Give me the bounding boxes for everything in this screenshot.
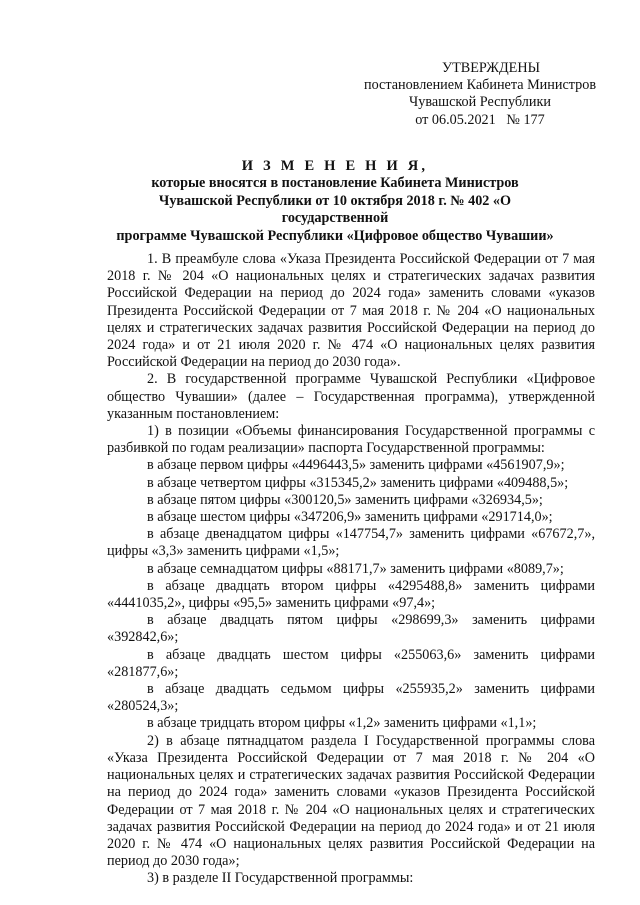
document-subtitle-line-2: Чувашской Республики от 10 октября 2018 г. № 402 «О государственной — [158, 192, 512, 227]
paragraph-7: в абзаце шестом цифры «347206,9» заменить цифрами «291714,0»; — [147, 509, 553, 526]
paragraph-14: в абзаце тридцать втором цифры «1,2» заменить цифрами «1,1»; — [147, 715, 537, 732]
paragraph-10: в абзаце двадцать втором цифры «4295488,8» заменить цифрами «4441035,2», цифры «95,5» заменить цифрами «97,4»; — [107, 577, 595, 612]
paragraph-4: в абзаце первом цифры «4496443,5» заменить цифрами «4561907,9»; — [147, 457, 565, 474]
paragraph-2: 2. В государственной программе Чувашской Республики «Цифровое общество Чувашии» (далее – Государственная программа), утвержденной указанным постановлением: — [107, 371, 595, 422]
paragraph-15: 2) в абзаце пятнадцатом раздела I Государственной программы слова «Указа Президента Российской Федерации от 7 мая 2018 г. № 204 «О национальных целях и стратегических задачах развития Российской Федерации на период до 2024 года» заменить словами «указов Президента Российской Федерации от 7 мая 2018 г. № 204 «О национальных целях и стратегических задачах развития Российской Федерации на период до 2024 года» и от 21 июля 2020 г. № 474 «О национальных целях развития Российской Федерации на период до 2030 года»; — [107, 732, 595, 870]
paragraph-9: в абзаце семнадцатом цифры «88171,7» заменить цифрами «8089,7»; — [147, 560, 564, 577]
approval-date-number: от 06.05.2021 № 177 — [415, 111, 545, 128]
paragraph-6: в абзаце пятом цифры «300120,5» заменить цифрами «326934,5»; — [147, 491, 543, 508]
paragraph-11: в абзаце двадцать пятом цифры «298699,3» заменить цифрами «392842,6»; — [107, 612, 595, 646]
paragraph-16: 3) в разделе II Государственной программы: — [147, 870, 414, 887]
paragraph-5: в абзаце четвертом цифры «315345,2» заменить цифрами «409488,5»; — [147, 474, 569, 491]
paragraph-1: 1. В преамбуле слова «Указа Президента Российской Федерации от 7 мая 2018 г. № 204 «О национальных целях и стратегических задачах развития Российской Федерации на период до 2024 года» заменить словами «указов Президента Российской Федерации от 7 мая 2018 г. № 204 «О национальных целях и стратегических задачах развития Российской Федерации на период до 2024 года» и от 21 июля 2020 г. № 474 «О национальных целях развития Российской Федерации на период до 2030 года». — [107, 251, 595, 371]
document-subtitle-line-1: которые вносятся в постановление Кабинета Министров — [151, 175, 519, 192]
paragraph-8: в абзаце двенадцатом цифры «147754,7» заменить цифрами «67672,7», цифры «3,3» заменить цифрами «1,5»; — [107, 526, 595, 560]
approval-stamp — [350, 60, 610, 129]
document-title: И З М Е Н Е Н И Я, — [241, 158, 429, 174]
paragraph-12: в абзаце двадцать шестом цифры «255063,6» заменить цифрами «281877,6»; — [107, 646, 595, 680]
document-subtitle-line-3: программе Чувашской Республики «Цифровое общество Чувашии» — [116, 227, 554, 244]
approval-authority: постановлением Кабинета Министров — [363, 77, 597, 94]
document-body — [107, 251, 595, 888]
approval-heading: УТВЕРЖДЕНЫ — [442, 60, 540, 76]
paragraph-13: в абзаце двадцать седьмом цифры «255935,2» заменить цифрами «280524,3»; — [107, 681, 595, 715]
approval-republic: Чувашской Республики — [409, 94, 551, 111]
document-heading — [105, 158, 565, 245]
paragraph-3: 1) в позиции «Объемы финансирования Государственной программы с разбивкой по годам реализации» паспорта Государственной программы: — [107, 423, 595, 457]
